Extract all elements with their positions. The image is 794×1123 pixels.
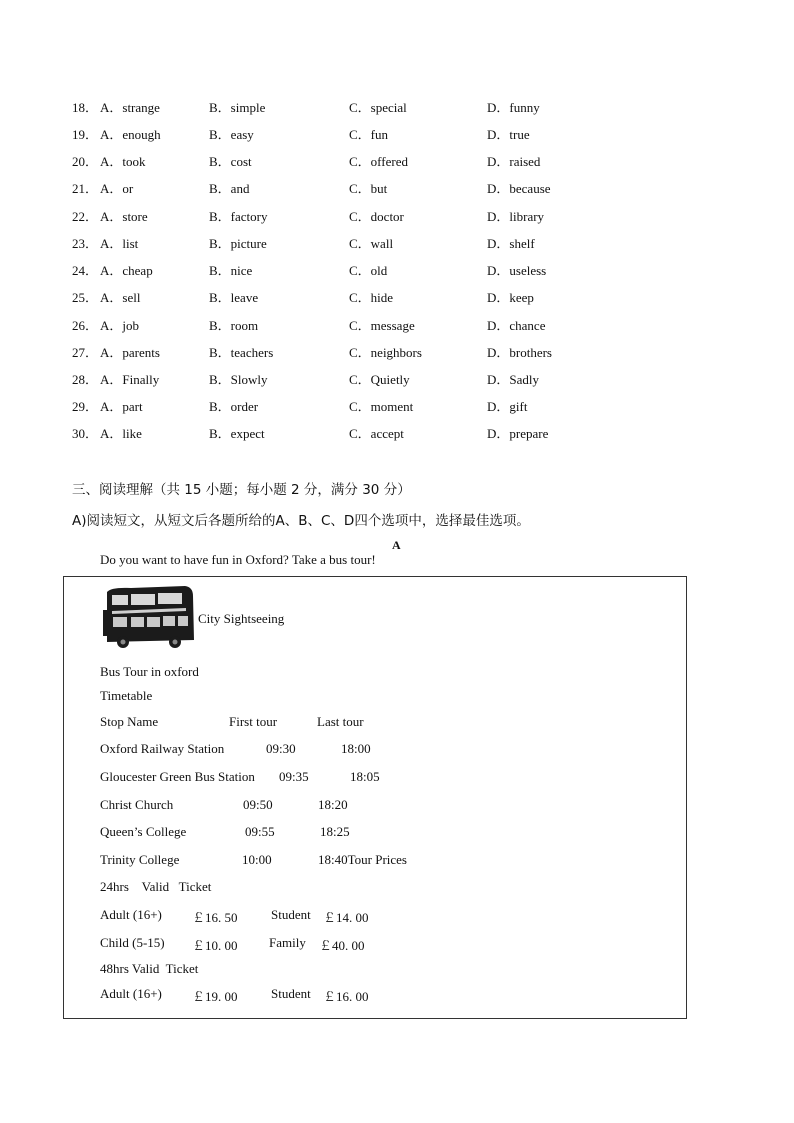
option-b: B．leave — [209, 290, 259, 305]
option-a: A．list — [100, 236, 139, 251]
adult-label: Adult (16+) — [100, 907, 162, 922]
option-b: B．order — [209, 399, 259, 414]
option-d: D．funny — [487, 100, 540, 115]
option-c: C．message — [349, 318, 415, 333]
option-c: C．accept — [349, 426, 404, 441]
option-b: B．easy — [209, 127, 254, 142]
student-label: Student — [271, 986, 311, 1001]
last-tour-time: 18:20 — [318, 797, 348, 812]
first-tour-time: 10:00 — [242, 852, 272, 867]
option-c: C．offered — [349, 154, 408, 169]
option-a: A．enough — [100, 127, 161, 142]
option-b: B．picture — [209, 236, 267, 251]
option-d: D．raised — [487, 154, 541, 169]
option-c: C．moment — [349, 399, 414, 414]
last-tour-time: 18:25 — [320, 824, 350, 839]
adult-price: ￡19. 00 — [192, 989, 238, 1004]
option-b: B．nice — [209, 263, 253, 278]
option-b: B．Slowly — [209, 372, 268, 387]
first-tour-time: 09:35 — [279, 769, 309, 784]
option-d: D．library — [487, 209, 545, 224]
option-d: D．keep — [487, 290, 534, 305]
option-a: A．or — [100, 181, 134, 196]
question-number: 23． — [72, 236, 99, 251]
stop-name: Queen’s College — [100, 824, 187, 839]
student-price: ￡14. 00 — [323, 910, 369, 925]
option-a: A．cheap — [100, 263, 153, 278]
ticket-48hrs-label: 48hrs Valid Ticket — [100, 961, 199, 976]
option-b: B．teachers — [209, 345, 274, 360]
section-title: 三、阅读理解（共 15 小题；每小题 2 分，满分 30 分） — [72, 482, 411, 498]
option-d: D．chance — [487, 318, 546, 333]
family-label: Family — [269, 935, 306, 950]
option-c: C．fun — [349, 127, 389, 142]
ticket-24hrs-label: 24hrs Valid Ticket — [100, 879, 212, 894]
last-tour-time: 18:00 — [341, 741, 371, 756]
option-a: A．parents — [100, 345, 160, 360]
double-decker-bus-icon — [101, 584, 197, 650]
option-a: A．sell — [100, 290, 141, 305]
question-number: 27． — [72, 345, 99, 360]
option-a: A．store — [100, 209, 148, 224]
first-tour-time: 09:50 — [243, 797, 273, 812]
option-d: D．prepare — [487, 426, 549, 441]
option-a: A．Finally — [100, 372, 160, 387]
adult-label: Adult (16+) — [100, 986, 162, 1001]
option-c: C．special — [349, 100, 407, 115]
option-b: B．room — [209, 318, 259, 333]
first-tour-time: 09:30 — [266, 741, 296, 756]
passage-letter: A — [392, 538, 401, 552]
header-stop-name: Stop Name — [100, 714, 159, 729]
option-c: C．doctor — [349, 209, 404, 224]
student-label: Student — [271, 907, 311, 922]
family-price: ￡40. 00 — [319, 938, 365, 953]
option-d: D．shelf — [487, 236, 535, 251]
option-b: B．factory — [209, 209, 268, 224]
section-instruction: A)阅读短文，从短文后各题所给的A、B、C、D四个选项中，选择最佳选项。 — [72, 513, 530, 529]
option-c: C．Quietly — [349, 372, 410, 387]
stop-name: Gloucester Green Bus Station — [100, 769, 255, 784]
question-number: 18． — [72, 100, 99, 115]
option-c: C．but — [349, 181, 388, 196]
option-d: D．brothers — [487, 345, 552, 360]
option-a: A．job — [100, 318, 140, 333]
option-d: D．because — [487, 181, 551, 196]
question-number: 25． — [72, 290, 99, 305]
option-c: C．neighbors — [349, 345, 422, 360]
header-last-tour: Last tour — [317, 714, 364, 729]
adult-price: ￡16. 50 — [192, 910, 238, 925]
header-first-tour: First tour — [229, 714, 278, 729]
last-tour-time: 18:05 — [350, 769, 380, 784]
question-number: 28． — [72, 372, 99, 387]
first-tour-time: 09:55 — [245, 824, 275, 839]
question-number: 24． — [72, 263, 99, 278]
last-tour-time: 18:40Tour Prices — [318, 852, 407, 867]
option-a: A．like — [100, 426, 142, 441]
passage-intro: Do you want to have fun in Oxford? Take a bus tour! — [100, 552, 376, 567]
option-d: D．gift — [487, 399, 528, 414]
option-b: B．cost — [209, 154, 252, 169]
question-number: 26． — [72, 318, 99, 333]
tour-heading: Bus Tour in oxford — [100, 664, 199, 679]
brand-name: City Sightseeing — [198, 611, 285, 626]
option-c: C．wall — [349, 236, 394, 251]
child-price: ￡10. 00 — [192, 938, 238, 953]
option-b: B．and — [209, 181, 250, 196]
option-a: A．took — [100, 154, 146, 169]
option-b: B．simple — [209, 100, 266, 115]
stop-name: Trinity College — [100, 852, 180, 867]
option-d: D．useless — [487, 263, 547, 278]
question-number: 21． — [72, 181, 99, 196]
option-d: D．true — [487, 127, 530, 142]
question-number: 19． — [72, 127, 99, 142]
option-b: B．expect — [209, 426, 265, 441]
option-c: C．old — [349, 263, 388, 278]
option-a: A．strange — [100, 100, 160, 115]
option-c: C．hide — [349, 290, 394, 305]
option-d: D．Sadly — [487, 372, 540, 387]
question-number: 29． — [72, 399, 99, 414]
timetable-label: Timetable — [100, 688, 153, 703]
question-number: 22． — [72, 209, 99, 224]
student-price: ￡16. 00 — [323, 989, 369, 1004]
stop-name: Oxford Railway Station — [100, 741, 225, 756]
option-a: A．part — [100, 399, 143, 414]
stop-name: Christ Church — [100, 797, 174, 812]
child-label: Child (5-15) — [100, 935, 165, 950]
question-number: 20． — [72, 154, 99, 169]
question-number: 30． — [72, 426, 99, 441]
